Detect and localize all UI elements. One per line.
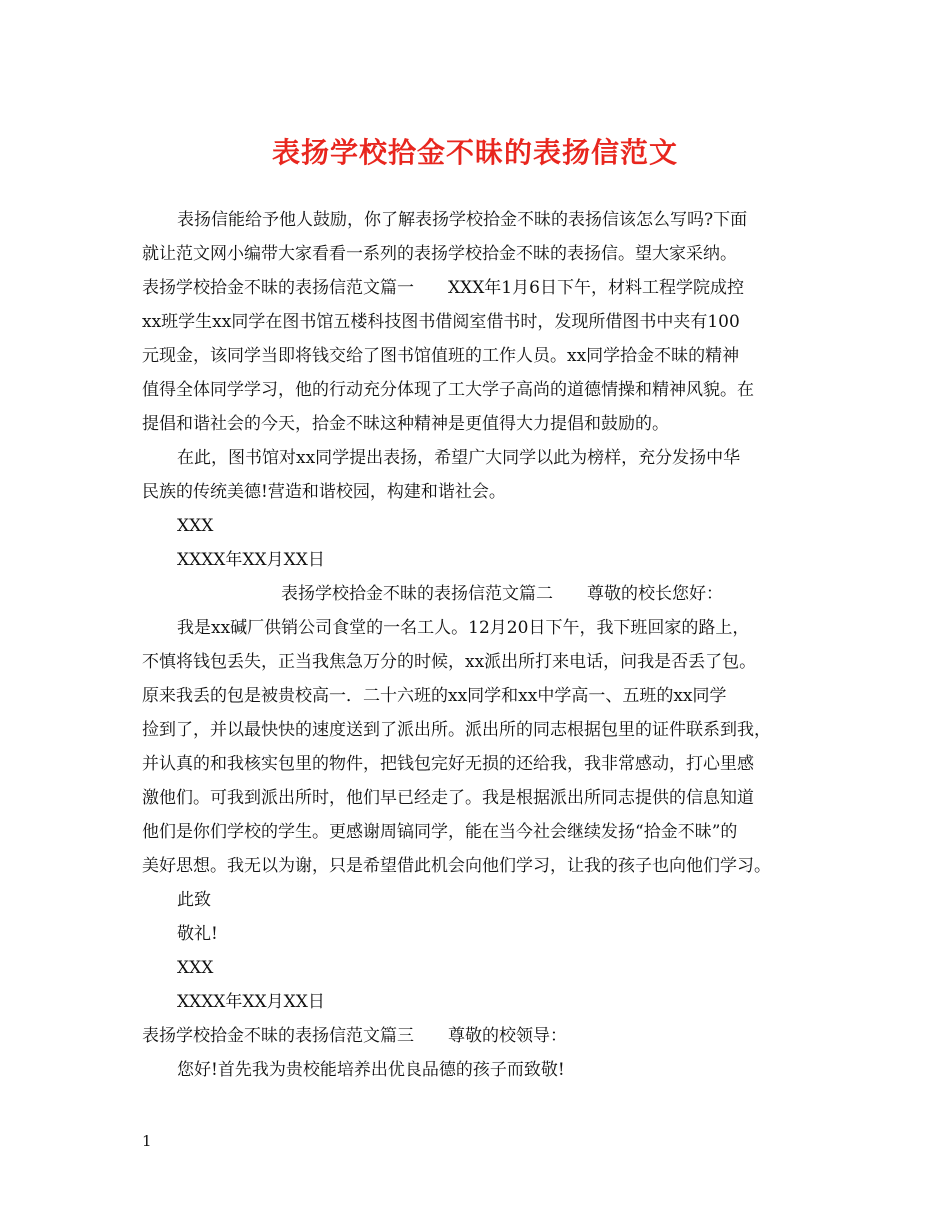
paragraph-line: 表扬学校拾金不昧的表扬信范文篇一 XXX年1月6日下午，材料工程学院成控 xyxy=(142,278,744,298)
paragraph-line: 不慎将钱包丢失，正当我焦急万分的时候，xx派出所打来电话，问我是否丢了包。 xyxy=(142,652,757,672)
paragraph-line: 并认真的和我核实包里的物件，把钱包完好无损的还给我，我非常感动，打心里感 xyxy=(142,754,754,774)
paragraph-line: 美好思想。我无以为谢，只是希望借此机会向他们学习，让我的孩子也向他们学习。 xyxy=(142,856,771,876)
closing-line: 敬礼! xyxy=(177,924,218,944)
paragraph-line: 我是xx碱厂供销公司食堂的一名工人。12月20日下午，我下班回家的路上， xyxy=(177,618,750,638)
paragraph-line: xx班学生xx同学在图书馆五楼科技图书借阅室借书时，发现所借图书中夹有100 xyxy=(142,312,740,332)
paragraph-line: 原来我丢的包是被贵校高一．二十六班的xx同学和xx中学高一、五班的xx同学 xyxy=(142,686,727,706)
section-heading-line: 表扬学校拾金不昧的表扬信范文篇二 尊敬的校长您好： xyxy=(281,584,723,604)
signature-date: XXXX年XX月XX日 xyxy=(177,992,325,1012)
paragraph-line: 民族的传统美德!营造和谐校园，构建和谐社会。 xyxy=(142,482,506,502)
signature-date: XXXX年XX月XX日 xyxy=(177,550,325,570)
paragraph-line: 提倡和谐社会的今天，拾金不昧这种精神是更值得大力提倡和鼓励的。 xyxy=(142,414,669,434)
signature-name: XXX xyxy=(177,958,214,978)
signature-name: XXX xyxy=(177,516,214,536)
paragraph-line: 元现金，该同学当即将钱交给了图书馆值班的工作人员。xx同学拾金不昧的精神 xyxy=(142,346,740,366)
paragraph-line: 捡到了，并以最快快的速度送到了派出所。派出所的同志根据包里的证件联系到我， xyxy=(142,720,771,740)
paragraph-line: 您好!首先我为贵校能培养出优良品德的孩子而致敬! xyxy=(177,1060,565,1080)
paragraph-line: 激他们。可我到派出所时，他们早已经走了。我是根据派出所同志提供的信息知道 xyxy=(142,788,754,808)
section-heading-line: 表扬学校拾金不昧的表扬信范文篇三 尊敬的校领导： xyxy=(142,1026,567,1046)
paragraph-line: 在此，图书馆对xx同学提出表扬，希望广大同学以此为榜样，充分发扬中华 xyxy=(177,448,741,468)
paragraph-line: 他们是你们学校的学生。更感谢周镐同学，能在当今社会继续发扬“拾金不昧”的 xyxy=(142,822,738,842)
closing-line: 此致 xyxy=(177,890,211,910)
document-title: 表扬学校拾金不昧的表扬信范文 xyxy=(271,136,678,169)
page-number: 1 xyxy=(142,1132,152,1150)
paragraph-line: 表扬信能给予他人鼓励，你了解表扬学校拾金不昧的表扬信该怎么写吗?下面 xyxy=(177,210,748,230)
paragraph-line: 值得全体同学学习，他的行动充分体现了工大学子高尚的道德情操和精神风貌。在 xyxy=(142,380,754,400)
paragraph-line: 就让范文网小编带大家看看一系列的表扬学校拾金不昧的表扬信。望大家采纳。 xyxy=(142,244,737,264)
